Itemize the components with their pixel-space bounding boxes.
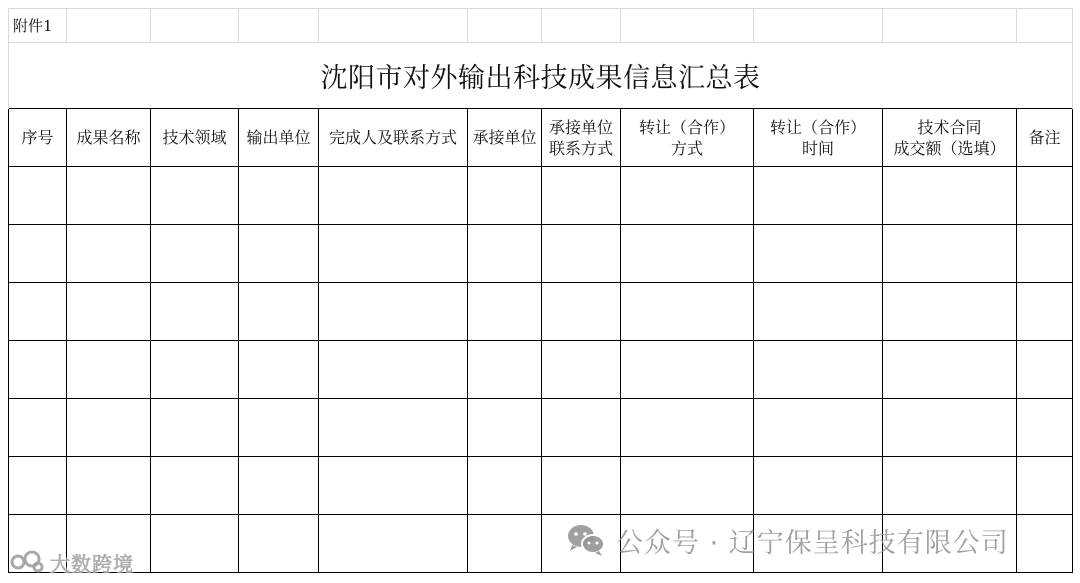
watermark-left-text: 大数跨境: [50, 551, 134, 576]
table-cell: [9, 225, 67, 283]
header-text: 转让（合作）: [769, 117, 866, 137]
table-cell: [754, 225, 883, 283]
table-cell: [151, 283, 239, 341]
watermark-left: [10, 547, 134, 577]
table-cell: [883, 341, 1017, 399]
table-cell: [542, 225, 621, 283]
attachment-row: [9, 9, 1073, 43]
header-cell-index: [9, 109, 67, 167]
blank-cell: [319, 9, 468, 43]
header-cell-transfer-time: [754, 109, 883, 167]
table-cell: [67, 399, 151, 457]
table-cell: [542, 457, 621, 515]
blank-cell: [1017, 9, 1073, 43]
table-cell: [542, 167, 621, 225]
header-cell-completer-contact: [319, 109, 468, 167]
table-cell: [319, 225, 468, 283]
table-cell: [9, 457, 67, 515]
table-cell: [151, 457, 239, 515]
table-cell: [239, 225, 319, 283]
table-cell: [621, 283, 754, 341]
table-cell: [883, 283, 1017, 341]
table-cell: [621, 457, 754, 515]
table-cell: [1017, 341, 1073, 399]
header-cell-output-unit: [239, 109, 319, 167]
table-cell: [754, 399, 883, 457]
header-cell-tech-field: [151, 109, 239, 167]
table-cell: [1017, 225, 1073, 283]
table-cell: [9, 167, 67, 225]
brand-logo-icon: [10, 550, 44, 574]
table-cell: [239, 283, 319, 341]
document-title: 沈阳市对外输出科技成果信息汇总表: [9, 43, 1073, 109]
blank-cell: [468, 9, 542, 43]
table-cell: [151, 225, 239, 283]
table-cell: [239, 457, 319, 515]
header-cell-contract-amount: [883, 109, 1017, 167]
table-cell: [468, 341, 542, 399]
table-cell: [468, 515, 542, 573]
header-text: 转让（合作）: [638, 117, 735, 137]
table-cell: [151, 167, 239, 225]
table-cell: [239, 341, 319, 399]
header-cell-receiving-unit: [468, 109, 542, 167]
header-text: 成果名称: [76, 128, 141, 147]
table-cell: [319, 167, 468, 225]
table-cell: [319, 341, 468, 399]
table-cell: [67, 225, 151, 283]
table-cell: [1017, 399, 1073, 457]
blank-cell: [151, 9, 239, 43]
header-cell-transfer-method: [621, 109, 754, 167]
header-text: 方式: [670, 138, 703, 158]
header-text: 备注: [1028, 128, 1061, 147]
header-text: 序号: [21, 128, 54, 147]
table-cell: [67, 341, 151, 399]
table-cell: [883, 457, 1017, 515]
table-cell: [319, 457, 468, 515]
table-cell: [883, 167, 1017, 225]
header-cell-remarks: [1017, 109, 1073, 167]
table-cell: [883, 399, 1017, 457]
watermark-right: [566, 520, 1009, 560]
summary-table: [8, 8, 1073, 573]
table-cell: [621, 225, 754, 283]
table-cell: [67, 167, 151, 225]
blank-cell: [621, 9, 754, 43]
table-cell: [67, 283, 151, 341]
table-body: [9, 167, 1073, 573]
table-cell: [9, 283, 67, 341]
table-cell: [67, 457, 151, 515]
table-cell: [754, 457, 883, 515]
table-row: [9, 457, 1073, 515]
document-page: [8, 8, 1072, 576]
table-row: [9, 167, 1073, 225]
table-cell: [319, 283, 468, 341]
blank-cell: [542, 9, 621, 43]
table-cell: [239, 399, 319, 457]
table-cell: [1017, 457, 1073, 515]
table-cell: [468, 283, 542, 341]
table-cell: [319, 399, 468, 457]
table-row: [9, 283, 1073, 341]
table-cell: [239, 167, 319, 225]
table-cell: [1017, 283, 1073, 341]
table-cell: [883, 225, 1017, 283]
header-text: 完成人及联系方式: [328, 128, 457, 147]
header-text: 承接单位: [548, 117, 613, 137]
table-cell: [542, 341, 621, 399]
header-text: 成交额（选填）: [893, 138, 1006, 158]
table-cell: [239, 515, 319, 573]
table-cell: [754, 167, 883, 225]
attachment-label: 附件1: [9, 9, 67, 43]
table-cell: [9, 399, 67, 457]
blank-cell: [239, 9, 319, 43]
table-row: [9, 341, 1073, 399]
table-cell: [9, 341, 67, 399]
table-cell: [468, 399, 542, 457]
table-cell: [151, 515, 239, 573]
table-cell: [621, 341, 754, 399]
header-text: 技术合同: [917, 117, 982, 137]
table-cell: [1017, 167, 1073, 225]
table-cell: [754, 341, 883, 399]
table-cell: [542, 399, 621, 457]
blank-cell: [67, 9, 151, 43]
table-cell: [319, 515, 468, 573]
table-header-row: [9, 109, 1073, 167]
header-text: 技术领域: [162, 128, 227, 147]
header-cell-achievement-name: [67, 109, 151, 167]
table-cell: [542, 283, 621, 341]
table-cell: [151, 341, 239, 399]
title-row: [9, 43, 1073, 109]
table-cell: [621, 399, 754, 457]
blank-cell: [754, 9, 883, 43]
table-row: [9, 399, 1073, 457]
table-cell: [151, 399, 239, 457]
header-text: 联系方式: [548, 138, 613, 158]
table-cell: [754, 283, 883, 341]
header-cell-receiving-contact: [542, 109, 621, 167]
table-cell: [621, 167, 754, 225]
blank-cell: [883, 9, 1017, 43]
watermark-right-text: 公众号 · 辽宁保呈科技有限公司: [616, 527, 1009, 559]
wechat-icon: [566, 523, 606, 557]
table-cell: [468, 225, 542, 283]
table-cell: [468, 167, 542, 225]
header-text: 输出单位: [246, 128, 311, 147]
table-cell: [468, 457, 542, 515]
header-text: 承接单位: [472, 128, 537, 147]
table-row: [9, 225, 1073, 283]
header-text: 时间: [801, 138, 834, 158]
table-cell: [1017, 515, 1073, 573]
